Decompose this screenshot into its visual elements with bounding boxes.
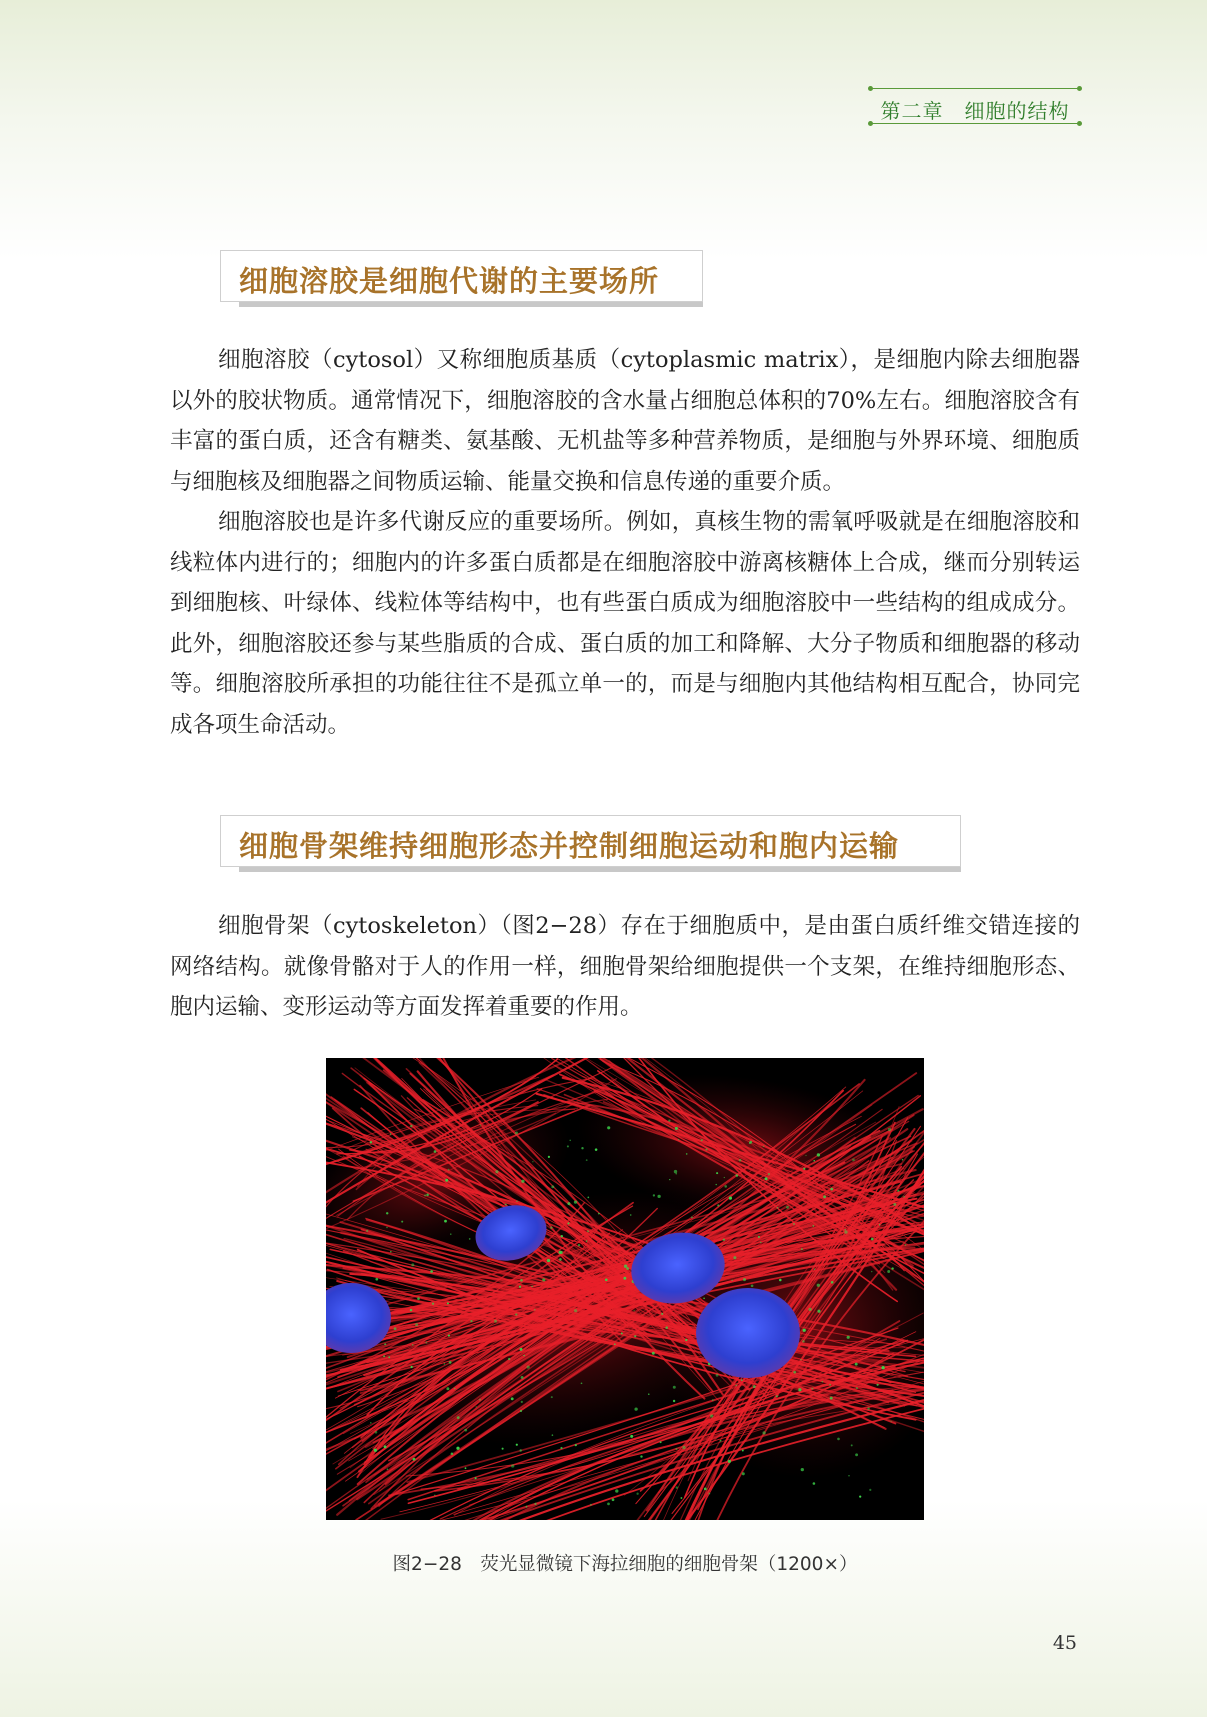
figure-caption: 图2−28 荧光显微镜下海拉细胞的细胞骨架（1200×） (392, 1554, 858, 1575)
page-number: 45 (1052, 1632, 1077, 1654)
paragraph-cytoskeleton-1: 细胞骨架（cytoskeleton）（图2−28）存在于细胞质中，是由蛋白质纤维交错连接的网络结构。就像骨骼对于人的作用一样，细胞骨架给细胞提供一个支架，在维持细胞形态、胞内运输、变形运动等方面发挥着重要的作用。 (170, 913, 1080, 1020)
section-heading-cytoskeleton (220, 815, 961, 867)
chapter-header (870, 86, 1080, 126)
header-rule-bottom (870, 123, 1080, 124)
fluorescence-micrograph (326, 1058, 924, 1520)
section-heading-text: 细胞溶胶是细胞代谢的主要场所 (239, 264, 660, 298)
nucleus (696, 1288, 800, 1378)
paragraph-cytosol-2: 细胞溶胶也是许多代谢反应的重要场所。例如，真核生物的需氧呼吸就是在细胞溶胶和线粒体内进行的；细胞内的许多蛋白质都是在细胞溶胶中游离核糖体上合成，继而分别转运到细胞核、叶绿体、线粒体等结构中，也有些蛋白质成为细胞溶胶中一些结构的组成成分。此外，细胞溶胶还参与某些脂质的合成、蛋白质的加工和降解、大分子物质和细胞器的移动等。细胞溶胶所承担的功能往往不是孤立单一的，而是与细胞内其他结构相互配合，协同完成各项生命活动。 (170, 509, 1080, 738)
section-heading-text: 细胞骨架维持细胞形态并控制细胞运动和胞内运输 (239, 829, 900, 863)
header-rule-top (870, 88, 1080, 89)
section-heading-cytosol (220, 250, 703, 302)
micrograph-svg (326, 1058, 924, 1520)
chapter-title: 第二章 细胞的结构 (880, 99, 1070, 123)
paragraph-cytosol-1: 细胞溶胶（cytosol）又称细胞质基质（cytoplasmic matrix），是细胞内除去细胞器以外的胶状物质。通常情况下，细胞溶胶的含水量占细胞总体积的70%左右。细胞溶胶含有丰富的蛋白质，还含有糖类、氨基酸、无机盐等多种营养物质，是细胞与外界环境、细胞质与细胞核及细胞器之间物质运输、能量交换和信息传递的重要介质。 (170, 347, 1080, 495)
